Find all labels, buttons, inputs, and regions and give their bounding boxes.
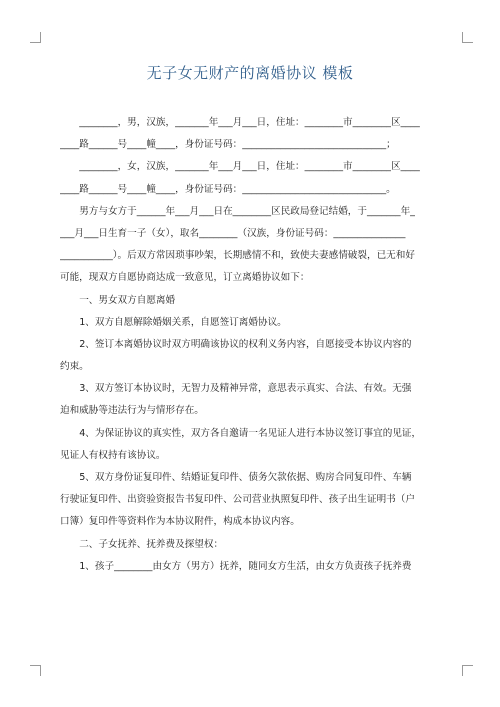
document-body	[60, 112, 442, 578]
section-heading-2: 二、子女抚养、抚养费及探望权：	[79, 538, 224, 550]
clause-5-continued: 行驶证复印件、出资验资报告书复印件、公司营业执照复印件、孩子出生证明书（户	[60, 494, 415, 506]
husband-info-line-1: ________，男，汉族，_______年___月___日，住址：________市________区____	[79, 117, 420, 128]
paragraph-line: 男方与女方于______年___月___日在________区民政局登记结婚，于_______年_	[79, 205, 415, 217]
paragraph-line: ___月___日生育一子（女），取名________（汉族，身份证号码：_______________	[60, 227, 406, 239]
page-corner-mark-top-left	[30, 32, 41, 43]
clause-5: 5、双方身份证复印件、结婚证复印件、债务欠款依据、购房合同复印件、车辆	[79, 472, 412, 483]
clause-2-continued: 约束。	[60, 361, 89, 373]
clause-3-continued: 迫和威胁等违法行为与情形存在。	[60, 405, 204, 417]
page-corner-mark-bottom-right	[462, 665, 473, 676]
wife-info-line-2: ____路______号____幢____，身份证号码：______________________________。	[60, 183, 396, 195]
clause-3: 3、双方签订本协议时，无智力及精神异常，意思表示真实、合法、有效。无强	[79, 383, 412, 395]
wife-info-line-1: ________，女，汉族，_______年___月___日，住址：________市________区____	[79, 161, 420, 173]
clause-1: 1、双方自愿解除婚姻关系，自愿签订离婚协议。	[79, 316, 287, 328]
page-corner-mark-bottom-left	[30, 665, 41, 676]
section-heading-1: 一、男女双方自愿离婚	[79, 294, 176, 306]
paragraph-line: ___________）。后双方常因琐事吵架，长期感情不和，致使夫妻感情破裂，已无和好	[60, 250, 415, 262]
clause-custody-1: 1、孩子________由女方（男方）抚养，随同女方生活，由女方负责孩子抚养费	[79, 560, 412, 572]
clause-4: 4、为保证协议的真实性，双方各自邀请一名见证人进行本协议签订事宜的见证，	[79, 427, 422, 439]
clause-4-continued: 见证人有权持有该协议。	[60, 449, 166, 461]
clause-2: 2、签订本离婚协议时双方明确该协议的权利义务内容，自愿接受本协议内容的	[79, 338, 412, 350]
document-title: 无子女无财产的离婚协议 模板	[146, 64, 354, 82]
paragraph-line: 可能，现双方自愿协商达成一致意见，订立离婚协议如下：	[60, 272, 310, 284]
page-corner-mark-top-right	[462, 32, 473, 43]
clause-5-continued: 口簿）复印件等资料作为本协议附件，构成本协议内容。	[60, 516, 300, 528]
husband-info-line-2: ____路______号____幢____，身份证号码：______________________________；	[60, 139, 396, 151]
